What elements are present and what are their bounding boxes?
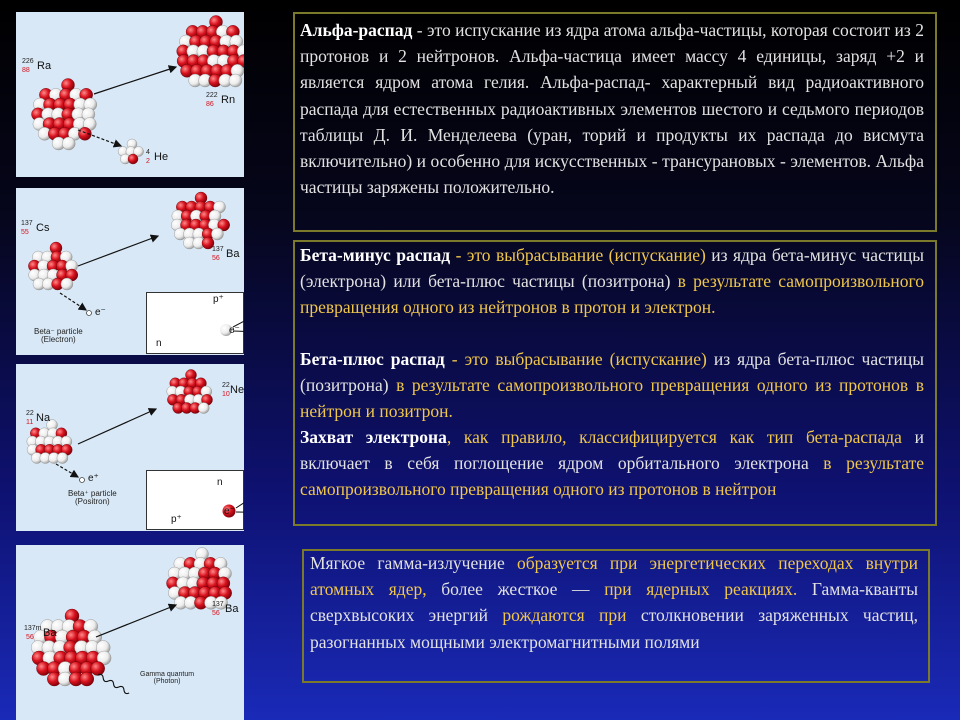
parent-symbol: Ba [43, 627, 57, 639]
gamma-emission-illustration [16, 545, 244, 720]
daughter-mass: 137 [212, 601, 224, 608]
electron-capture-paragraph [300, 424, 924, 503]
positron-dot [80, 478, 85, 483]
beta-minus-illustration [16, 188, 244, 355]
gamma-accent-3: рождаются при [488, 605, 627, 626]
parent-mass: 22 [26, 410, 34, 417]
parent-charge: 56 [26, 634, 34, 641]
barium-nucleus [171, 192, 230, 249]
particle-symbol: He [154, 151, 169, 163]
caption-line-1: Gamma quantum [140, 671, 195, 678]
daughter-charge: 56 [212, 610, 220, 617]
parent-charge: 11 [26, 419, 34, 426]
capture-accent: , как правило, классифицируется как тип бета-распада [446, 427, 902, 447]
caption-line-2: (Positron) [75, 497, 110, 507]
alpha-body: - это испускание из ядра атома альфа-частицы, которая состоит из 2 протонов и 2 нейтронов. Альфа-частица имеет массу 4 единицы, заряд +2 и является ядром атома гелия. Альфа-распад- характерный вид радиоактивного распада для естественных радиоактивных элементов шестого и седьмого периодов таблицы Д. И. Менделеева (уран, торий и продукты их распада до висмута включительно) и особенно для искусственных - трансурановых - элементов. Альфа частицы заряжены положительно. [300, 20, 924, 198]
beta-minus-paragraph [300, 242, 924, 321]
proton-ball [128, 154, 138, 164]
beta-minus-body: из ядра бета-минус частицы (электрона) или бета-плюс частицы (позитрона) [300, 245, 924, 292]
electron-dot [87, 311, 92, 316]
beta-minus-accent-2: в результате самопроизвольного превращения одного из нейтронов в протон и электрон. [300, 271, 924, 318]
neutron-ball [229, 74, 242, 87]
emitted-positron-label: e⁺ [88, 473, 99, 484]
gamma-part-4: столкновении заряженных частиц, разогнанных мощными электромагнитными полями [310, 605, 919, 652]
nucleon-conversion-inset [146, 292, 244, 354]
parent-symbol: Ra [37, 60, 52, 72]
daughter-symbol: Ne [230, 384, 244, 396]
proton-label: p⁺ [213, 294, 224, 305]
beta-plus-body: из ядра бета-плюс частицы (позитрона) [300, 349, 924, 396]
neutron-ball [198, 403, 209, 414]
helium-nucleus [118, 139, 144, 164]
daughter-symbol: Ba [226, 248, 240, 260]
gamma-accent-1: образуется при энергетических переходах внутри атомных ядер, [310, 553, 919, 600]
sodium-nucleus [27, 420, 72, 464]
beta-plus-accent-2: в результате самопроизвольного превращения одного из протонов в нейтрон и позитрон. [300, 375, 924, 422]
gamma-wave [97, 673, 130, 694]
capture-title: Захват электрона [300, 427, 447, 447]
parent-mass: 137 [21, 220, 33, 227]
daughter-charge: 56 [212, 255, 220, 262]
alpha-decay-illustration [16, 12, 244, 177]
nucleon-conversion-inset [146, 470, 244, 530]
decay-arrow [94, 67, 176, 94]
daughter-symbol: Rn [221, 94, 236, 106]
emission-arrow [60, 293, 86, 310]
caption-line-1: Beta⁺ particle [68, 489, 117, 498]
gamma-accent-2: при ядерных реакциях. [604, 579, 798, 600]
beta-plus-paragraph [300, 346, 924, 425]
electron-label: e⁻ [229, 325, 240, 336]
capture-accent-2: в результате самопроизвольного превращения одного из протонов в нейтрон [300, 453, 924, 500]
gamma-part-3: Гамма-кванты сверхвысоких энергий [310, 579, 918, 626]
neutron-label: n [217, 477, 223, 488]
alpha-decay-paragraph [300, 17, 924, 200]
beta-plus-accent: - это выбрасывание (испускание) [444, 349, 707, 369]
parent-charge: 55 [21, 229, 29, 236]
beta-minus-accent: - это выбрасывание (испускание) [450, 245, 706, 265]
daughter-mass: 222 [206, 92, 218, 99]
gamma-part-1: Мягкое гамма-излучение [310, 553, 505, 573]
caption-line-2: (Photon) [153, 678, 181, 686]
electron-label: e⁻ [224, 506, 235, 517]
daughter-mass: 137 [212, 246, 224, 253]
beta-minus-title: Бета-минус распад [300, 245, 451, 265]
proton-ball [91, 662, 105, 676]
parent-charge: 88 [22, 67, 30, 74]
decay-arrow [78, 236, 158, 266]
caption-line-2: (Electron) [41, 335, 76, 345]
daughter-symbol: Ba [225, 603, 239, 615]
proton-label: p⁺ [171, 514, 182, 525]
cesium-nucleus [28, 242, 77, 290]
radon-nucleus [177, 16, 244, 88]
decay-arrow [96, 605, 176, 637]
emitted-electron-label: e⁻ [95, 307, 106, 318]
beta-plus-title: Бета-плюс распад [300, 349, 445, 369]
parent-mass: 137m [24, 625, 42, 632]
daughter-charge: 10 [222, 391, 230, 398]
decay-arrow [78, 409, 156, 444]
daughter-mass: 22 [222, 382, 230, 389]
emission-arrow [56, 464, 78, 477]
neutron-ball [61, 278, 73, 290]
radium-nucleus [32, 79, 97, 151]
neutron-ball [57, 453, 68, 464]
beta-plus-illustration [16, 364, 244, 531]
parent-symbol: Cs [36, 222, 50, 234]
neutron-ball [211, 228, 223, 240]
particle-mass: 4 [146, 149, 150, 156]
proton-ball [80, 672, 94, 686]
neutron-label: n [156, 338, 162, 349]
neutron-ball [62, 137, 75, 150]
gamma-paragraph [310, 550, 918, 655]
particle-charge: 2 [146, 158, 150, 165]
conversion-diagram [147, 471, 244, 529]
gamma-part-2: более жесткое — [426, 579, 605, 600]
parent-mass: 226 [22, 58, 34, 65]
capture-body: и включает в себя поглощение ядром орбитального электрона [300, 427, 924, 474]
daughter-charge: 86 [206, 101, 214, 108]
parent-symbol: Na [36, 412, 51, 424]
alpha-title: Альфа-распад [300, 20, 413, 40]
caption-line-1: Beta⁻ particle [34, 327, 83, 336]
neon-nucleus [167, 370, 213, 414]
